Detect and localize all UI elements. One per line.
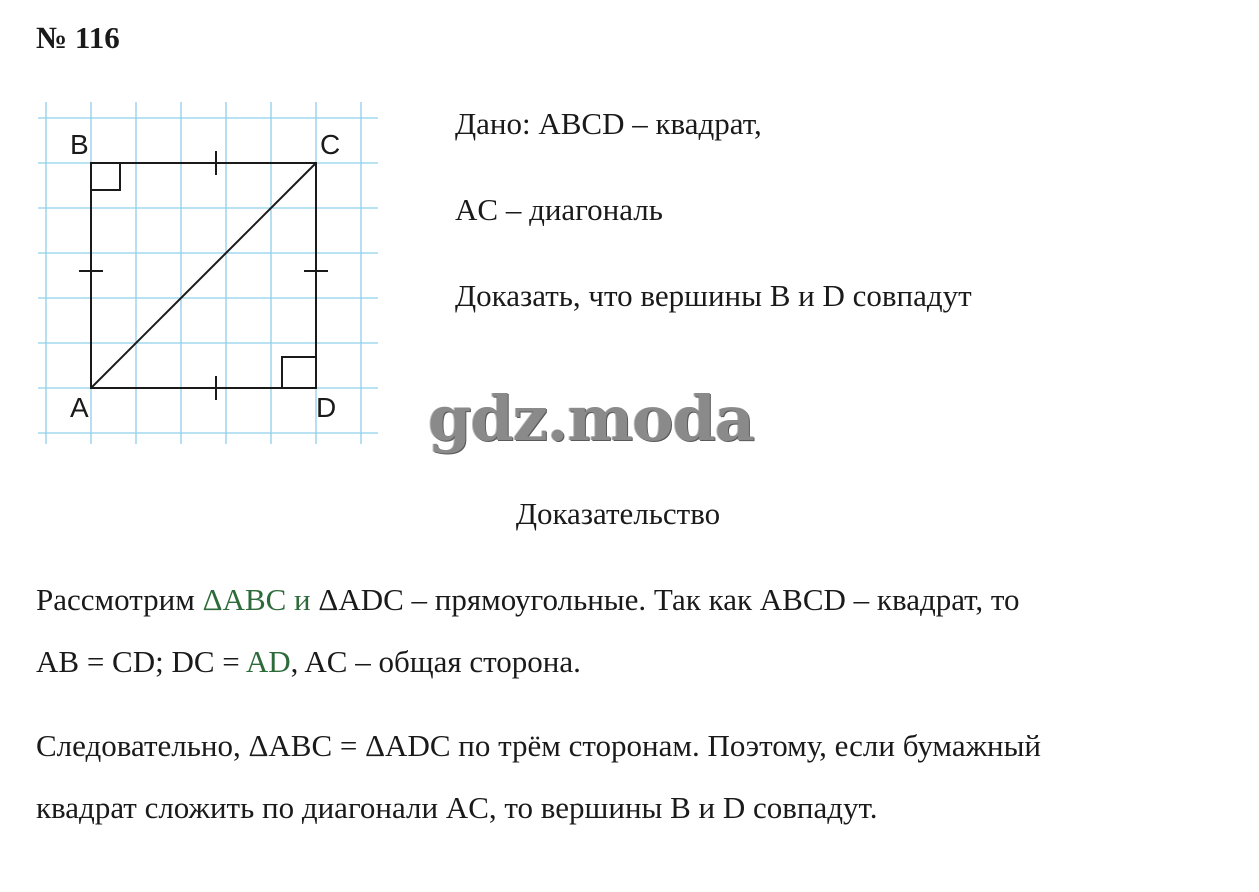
proof-text: ΔADC – прямоугольные. Так как ABCD – квадрат, то: [310, 582, 1020, 617]
vertex-label-b: B: [70, 129, 89, 160]
right-angle-mark-d: [282, 357, 316, 388]
prove-statement: Доказать, что вершины B и D совпадут: [455, 278, 972, 313]
given-diagonal: AC – диагональ: [455, 192, 663, 227]
proof-line-1: [36, 582, 1020, 618]
vertex-label-c: C: [320, 129, 341, 160]
proof-heading: Доказательство: [515, 496, 721, 531]
proof-line-2: [36, 644, 581, 680]
watermark: gdz.moda: [428, 382, 754, 455]
task-number: № 116: [36, 20, 120, 55]
vertex-label-d: D: [316, 392, 337, 423]
proof-text: AB = CD; DC =: [36, 644, 246, 679]
given-statement: Дано: ABCD – квадрат,: [455, 106, 762, 141]
square-shape: [79, 151, 328, 400]
vertex-label-a: A: [70, 392, 89, 423]
proof-highlight: ΔABC и: [202, 582, 311, 617]
proof-highlight: AD: [245, 644, 291, 679]
proof-line-4: квадрат сложить по диагонали AC, то вершины B и D совпадут.: [36, 790, 878, 825]
proof-line-3: Следовательно, ΔABC = ΔADC по трём сторонам. Поэтому, если бумажный: [36, 728, 1042, 763]
right-angle-mark-b: [91, 163, 120, 190]
proof-text: Рассмотрим: [36, 582, 203, 617]
square-figure: [36, 100, 386, 450]
proof-text: , AC – общая сторона.: [290, 644, 581, 679]
diagonal-ac: [91, 163, 316, 388]
